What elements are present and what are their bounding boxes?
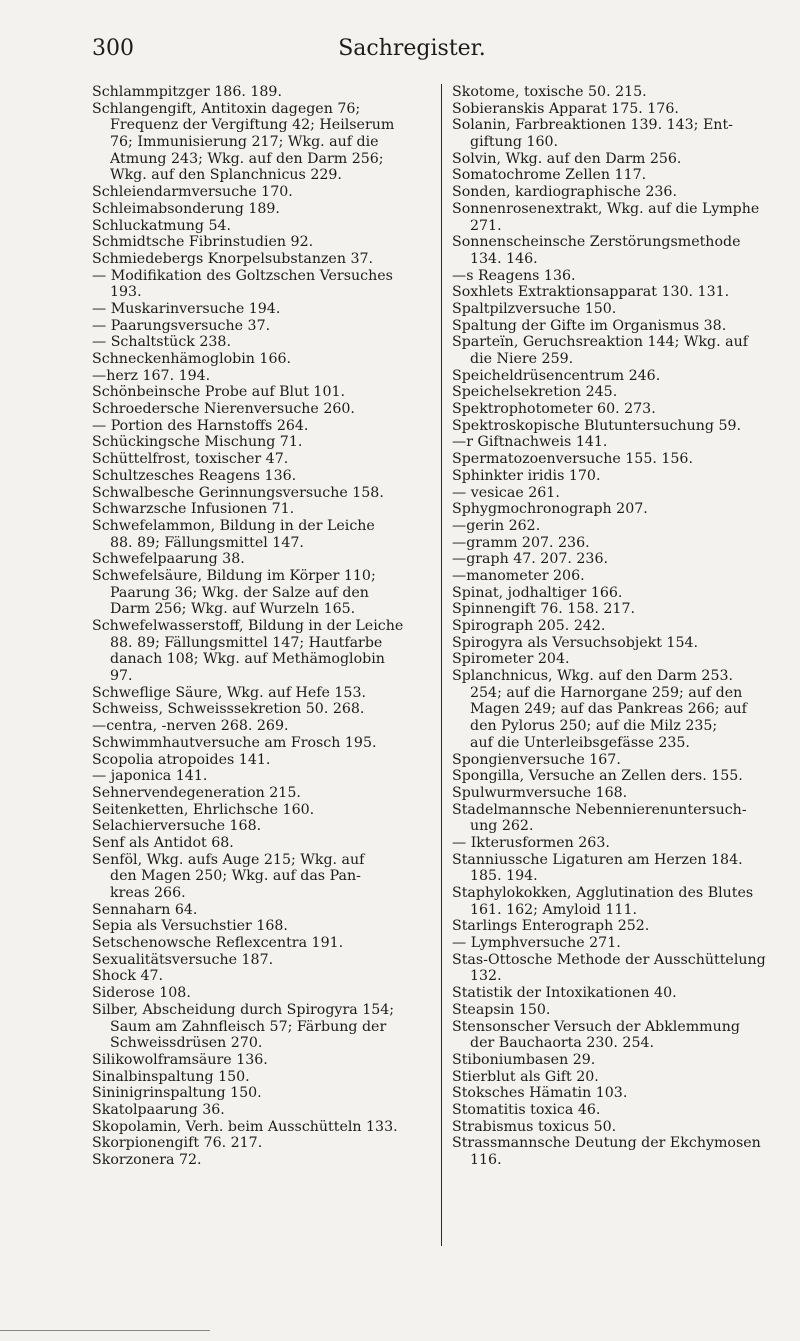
index-entry: — Schaltstück 238. bbox=[92, 334, 231, 351]
index-entry: Sexualitätsversuche 187. bbox=[92, 951, 274, 968]
index-entry-continuation: 193. bbox=[110, 284, 142, 301]
index-entry: Siderose 108. bbox=[92, 985, 191, 1002]
index-entry: Sinalbinspaltung 150. bbox=[92, 1068, 250, 1085]
index-entry-continuation: 254; auf die Harnorgane 259; auf den bbox=[470, 684, 743, 701]
index-entry: Skorzonera 72. bbox=[92, 1152, 202, 1168]
index-entry: —herz 167. 194. bbox=[92, 367, 211, 384]
index-entry: Schüttelfrost, toxischer 47. bbox=[92, 451, 289, 468]
index-entry: Statistik der Intoxikationen 40. bbox=[452, 985, 677, 1002]
index-entry: Skatolpaarung 36. bbox=[92, 1101, 225, 1118]
index-entry: Seitenketten, Ehrlichsche 160. bbox=[92, 801, 315, 818]
index-entry: —s Reagens 136. bbox=[452, 267, 576, 284]
index-entry: Silber, Abscheidung durch Spirogyra 154; bbox=[92, 1001, 395, 1018]
index-entry: Schwimmhautversuche am Frosch 195. bbox=[92, 734, 377, 751]
index-entry-continuation: 271. bbox=[470, 217, 502, 234]
index-entry-continuation: Atmung 243; Wkg. auf den Darm 256; bbox=[110, 150, 384, 167]
index-entry: Speichelsekretion 245. bbox=[452, 384, 618, 401]
index-entry: Spongienversuche 167. bbox=[452, 751, 621, 768]
index-entry: Spirometer 204. bbox=[452, 651, 570, 668]
index-entry: — Portion des Harnstoffs 264. bbox=[92, 417, 309, 434]
index-entry: Stensonscher Versuch der Abklemmung bbox=[452, 1018, 740, 1035]
index-entry-continuation: 76; Immunisierung 217; Wkg. auf die bbox=[110, 134, 379, 151]
index-entry-continuation: giftung 160. bbox=[470, 134, 559, 151]
index-entry: Spaltung der Gifte im Organismus 38. bbox=[452, 317, 727, 334]
index-entry: Spektrophotometer 60. 273. bbox=[452, 401, 656, 418]
index-entry: Schmiedebergs Knorpelsubstanzen 37. bbox=[92, 250, 374, 267]
index-entry: Stiboniumbasen 29. bbox=[452, 1051, 596, 1068]
page-header bbox=[92, 36, 732, 66]
index-entry: — Lymphversuche 271. bbox=[452, 935, 621, 952]
index-entry: Sphygmochronograph 207. bbox=[452, 501, 648, 518]
index-entry-continuation: den Magen 250; Wkg. auf das Pan- bbox=[110, 868, 361, 885]
index-entry: Speicheldrüsencentrum 246. bbox=[452, 367, 661, 384]
index-entry: Schleiendarmversuche 170. bbox=[92, 184, 293, 201]
index-entry: Skorpionengift 76. 217. bbox=[92, 1135, 263, 1152]
index-column-left bbox=[92, 84, 404, 1169]
index-entry-continuation: die Niere 259. bbox=[470, 351, 574, 367]
index-entry: Schwefelammon, Bildung in der Leiche bbox=[92, 517, 375, 534]
index-entry-continuation: den Pylorus 250; auf die Milz 235; bbox=[470, 718, 718, 735]
index-entry: Schönbeinsche Probe auf Blut 101. bbox=[92, 384, 346, 401]
index-entry: Spulwurmversuche 168. bbox=[452, 784, 628, 801]
index-entry-continuation: 88. 89; Fällungsmittel 147. bbox=[110, 534, 304, 551]
index-entry-continuation: 97. bbox=[110, 668, 133, 685]
index-entry: Staphylokokken, Agglutination des Blutes bbox=[452, 885, 754, 901]
index-entry: —gerin 262. bbox=[452, 517, 541, 534]
index-entry: Schneckenhämoglobin 166. bbox=[92, 351, 292, 367]
index-entry: Schwarzsche Infusionen 71. bbox=[92, 501, 295, 518]
index-entry: Schwefelpaarung 38. bbox=[92, 551, 245, 568]
index-entry: Solanin, Farbreaktionen 139. 143; Ent- bbox=[452, 117, 733, 134]
index-entry-continuation: Paarung 36; Wkg. der Salze auf den bbox=[110, 584, 369, 601]
index-entry: Sennaharn 64. bbox=[92, 901, 198, 918]
index-entry: Schluckatmung 54. bbox=[92, 217, 232, 234]
index-entry-continuation: der Bauchaorta 230. 254. bbox=[470, 1035, 655, 1052]
index-entry-continuation: 132. bbox=[470, 968, 502, 985]
index-entry: Schultzesches Reagens 136. bbox=[92, 467, 297, 484]
index-entry-continuation: 88. 89; Fällungsmittel 147; Hautfarbe bbox=[110, 634, 383, 651]
index-entry: Sonnenrosenextrakt, Wkg. auf die Lymphe bbox=[452, 200, 760, 217]
index-entry: Stierblut als Gift 20. bbox=[452, 1068, 599, 1085]
index-entry: Schlangengift, Antitoxin dagegen 76; bbox=[92, 100, 361, 117]
index-entry: Sobieranskis Apparat 175. 176. bbox=[452, 100, 679, 117]
index-entry: —graph 47. 207. 236. bbox=[452, 551, 609, 568]
index-entry: Sepia als Versuchstier 168. bbox=[92, 918, 288, 935]
index-entry-continuation: 134. 146. bbox=[470, 250, 538, 267]
index-entry: Steapsin 150. bbox=[452, 1001, 551, 1018]
index-entry: — Modifikation des Goltzschen Versuches bbox=[92, 267, 393, 284]
index-entry: Spaltpilzversuche 150. bbox=[452, 300, 617, 317]
index-entry: Schweflige Säure, Wkg. auf Hefe 153. bbox=[92, 684, 366, 701]
footer-rule bbox=[0, 1330, 210, 1331]
index-entry: Schwefelwasserstoff, Bildung in der Leiche bbox=[92, 618, 404, 634]
index-entry-continuation: danach 108; Wkg. auf Methämoglobin bbox=[110, 651, 385, 668]
index-entry: Sonnenscheinsche Zerstörungsmethode bbox=[452, 234, 741, 251]
index-entry: Sehnervendegeneration 215. bbox=[92, 784, 301, 801]
index-entry-continuation: kreas 266. bbox=[110, 885, 186, 901]
index-entry: Selachierversuche 168. bbox=[92, 818, 262, 835]
index-entry: Stomatitis toxica 46. bbox=[452, 1101, 601, 1118]
index-entry: Spirograph 205. 242. bbox=[452, 618, 606, 634]
index-entry: Soxhlets Extraktionsapparat 130. 131. bbox=[452, 284, 730, 301]
index-entry: Strassmannsche Deutung der Ekchymosen bbox=[452, 1135, 761, 1152]
index-entry: Senföl, Wkg. aufs Auge 215; Wkg. auf bbox=[92, 851, 365, 868]
index-entry-continuation: 116. bbox=[470, 1152, 502, 1168]
index-entry: Starlings Enterograph 252. bbox=[452, 918, 650, 935]
index-entry: Scopolia atropoides 141. bbox=[92, 751, 271, 768]
index-entry-continuation: 185. 194. bbox=[470, 868, 538, 885]
index-entry: Stoksches Hämatin 103. bbox=[452, 1085, 628, 1102]
index-entry: Sonden, kardiographische 236. bbox=[452, 184, 677, 201]
column-divider bbox=[441, 84, 442, 1246]
index-entry: Schweiss, Schweisssekretion 50. 268. bbox=[92, 701, 365, 718]
index-entry-continuation: Frequenz der Vergiftung 42; Heilserum bbox=[110, 117, 395, 134]
index-entry: Stanniussche Ligaturen am Herzen 184. bbox=[452, 851, 743, 868]
index-entry: Sphinkter iridis 170. bbox=[452, 467, 601, 484]
index-entry: Skotome, toxische 50. 215. bbox=[452, 84, 647, 100]
index-entry: Stadelmannsche Nebennierenuntersuch- bbox=[452, 801, 747, 818]
index-entry: Spinnengift 76. 158. 217. bbox=[452, 601, 635, 618]
index-entry: Spinat, jodhaltiger 166. bbox=[452, 584, 623, 601]
index-entry-continuation: auf die Unterleibsgefässe 235. bbox=[470, 734, 690, 751]
index-entry: Spongilla, Versuche an Zellen ders. 155. bbox=[452, 768, 743, 785]
index-entry: Spektroskopische Blutuntersuchung 59. bbox=[452, 417, 742, 434]
index-entry: Schlammpitzger 186. 189. bbox=[92, 84, 282, 100]
index-entry: Senf als Antidot 68. bbox=[92, 834, 234, 851]
index-entry: Stas-Ottosche Methode der Ausschüttelung bbox=[452, 951, 766, 968]
index-entry: — Paarungsversuche 37. bbox=[92, 317, 271, 334]
index-entry: Splanchnicus, Wkg. auf den Darm 253. bbox=[452, 668, 734, 685]
index-column-right bbox=[452, 84, 764, 1169]
index-entry: Silikowolframsäure 136. bbox=[92, 1051, 268, 1068]
index-entry-continuation: Saum am Zahnfleisch 57; Färbung der bbox=[110, 1018, 387, 1035]
running-title: Sachregister. bbox=[338, 36, 486, 61]
index-entry-continuation: Darm 256; Wkg. auf Wurzeln 165. bbox=[110, 601, 356, 618]
index-entry: Setschenowsche Reflexcentra 191. bbox=[92, 935, 344, 952]
index-entry: Schroedersche Nierenversuche 260. bbox=[92, 401, 355, 418]
index-entry: Solvin, Wkg. auf den Darm 256. bbox=[452, 150, 682, 167]
index-entry: — Muskarinversuche 194. bbox=[92, 300, 281, 317]
index-entry-continuation: 161. 162; Amyloid 111. bbox=[470, 901, 637, 918]
index-entry: — japonica 141. bbox=[92, 768, 208, 785]
index-entry: Shock 47. bbox=[92, 968, 164, 985]
index-entry: Schleimabsonderung 189. bbox=[92, 200, 280, 217]
page-number: 300 bbox=[92, 36, 134, 61]
index-entry: — Ikterusformen 263. bbox=[452, 834, 610, 851]
index-entry: —gramm 207. 236. bbox=[452, 534, 590, 551]
index-entry: Schückingsche Mischung 71. bbox=[92, 434, 303, 451]
index-entry: Skopolamin, Verh. beim Ausschütteln 133. bbox=[92, 1118, 398, 1135]
index-entry: —centra, -nerven 268. 269. bbox=[92, 718, 289, 735]
index-entry-continuation: Wkg. auf den Splanchnicus 229. bbox=[110, 167, 342, 184]
index-entry: Sparteïn, Geruchsreaktion 144; Wkg. auf bbox=[452, 334, 749, 351]
index-entry: Spirogyra als Versuchsobjekt 154. bbox=[452, 634, 699, 651]
index-entry: Strabismus toxicus 50. bbox=[452, 1118, 617, 1135]
index-entry: Somatochrome Zellen 117. bbox=[452, 167, 647, 184]
index-entry: — vesicae 261. bbox=[452, 484, 560, 501]
index-entry: Schwefelsäure, Bildung im Körper 110; bbox=[92, 567, 376, 584]
index-entry: Spermatozoenversuche 155. 156. bbox=[452, 451, 693, 468]
index-entry: Sininigrinspaltung 150. bbox=[92, 1085, 262, 1102]
index-entry: Schwalbesche Gerinnungsversuche 158. bbox=[92, 484, 384, 501]
index-entry: —r Giftnachweis 141. bbox=[452, 434, 608, 451]
index-entry: —manometer 206. bbox=[452, 567, 585, 584]
index-entry: Schmidtsche Fibrinstudien 92. bbox=[92, 234, 314, 251]
index-entry-continuation: Schweissdrüsen 270. bbox=[110, 1035, 263, 1052]
index-entry-continuation: Magen 249; auf das Pankreas 266; auf bbox=[470, 701, 747, 718]
index-entry-continuation: ung 262. bbox=[470, 818, 534, 835]
